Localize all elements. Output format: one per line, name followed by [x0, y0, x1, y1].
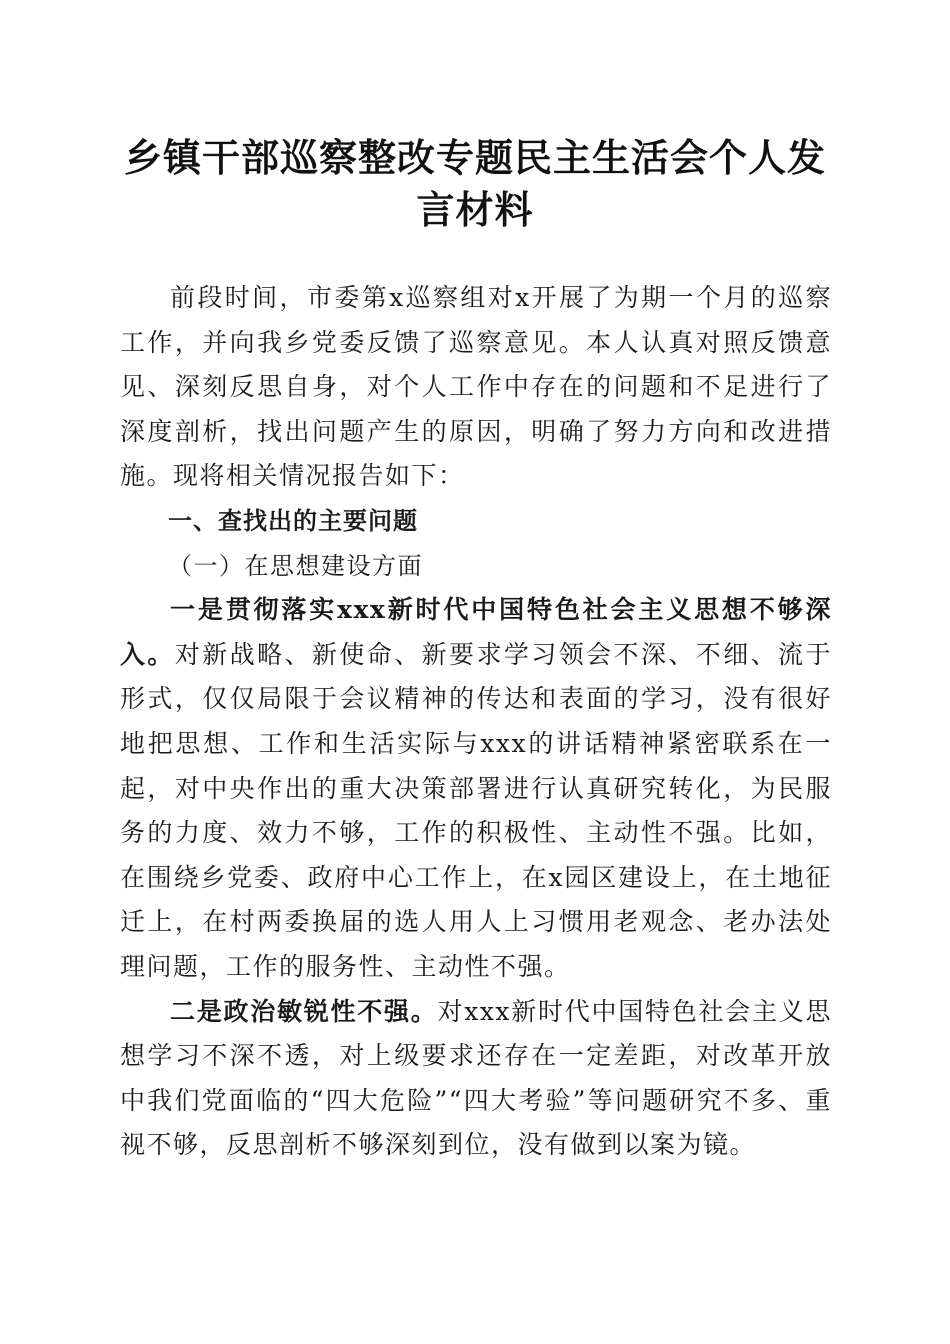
- point-1-paragraph: [120, 588, 832, 989]
- point-2-body: 对xxx新时代中国特色社会主义思想学习不深不透，对上级要求还存在一定差距，对改革开放中我们党面临的“四大危险”“四大考验”等问题研究不多、重视不够，反思剖析不够深刻到位，没有做到以案为镜。: [120, 996, 832, 1160]
- subsection-heading-1: （一）在思想建设方面: [168, 551, 423, 580]
- intro-paragraph: 前段时间，市委第x巡察组对x开展了为期一个月的巡察工作，并向我乡党委反馈了巡察意见。本人认真对照反馈意见、深刻反思自身，对个人工作中存在的问题和不足进行了深度剖析，找出问题产生的原因，明确了努力方向和改进措施。现将相关情况报告如下：: [120, 283, 832, 491]
- point-2-paragraph: [120, 990, 832, 1168]
- document-title: 乡镇干部巡察整改专题民主生活会个人发言材料: [123, 136, 826, 232]
- point-1-lead: 一是贯彻落实xxx新时代中国特色社会主义思想不够深入。: [120, 595, 832, 669]
- section-heading-1: 一、查找出的主要问题: [168, 506, 418, 535]
- point-1-body: 对新战略、新使命、新要求学习领会不深、不细、流于形式，仅仅局限于会议精神的传达和表面的学习，没有很好地把思想、工作和生活实际与xxx的讲话精神紧密联系在一起，对中央作出的重大决策部署进行认真研究转化，为民服务的力度、效力不够，工作的积极性、主动性不强。比如，在围绕乡党委、政府中心工作上，在x园区建设上，在土地征迁上，在村两委换届的选人用人上习惯用老观念、老办法处理问题，工作的服务性、主动性不强。: [120, 639, 832, 981]
- document-body: [120, 276, 832, 1168]
- point-2-lead: 二是政治敏锐性不强。: [170, 996, 438, 1026]
